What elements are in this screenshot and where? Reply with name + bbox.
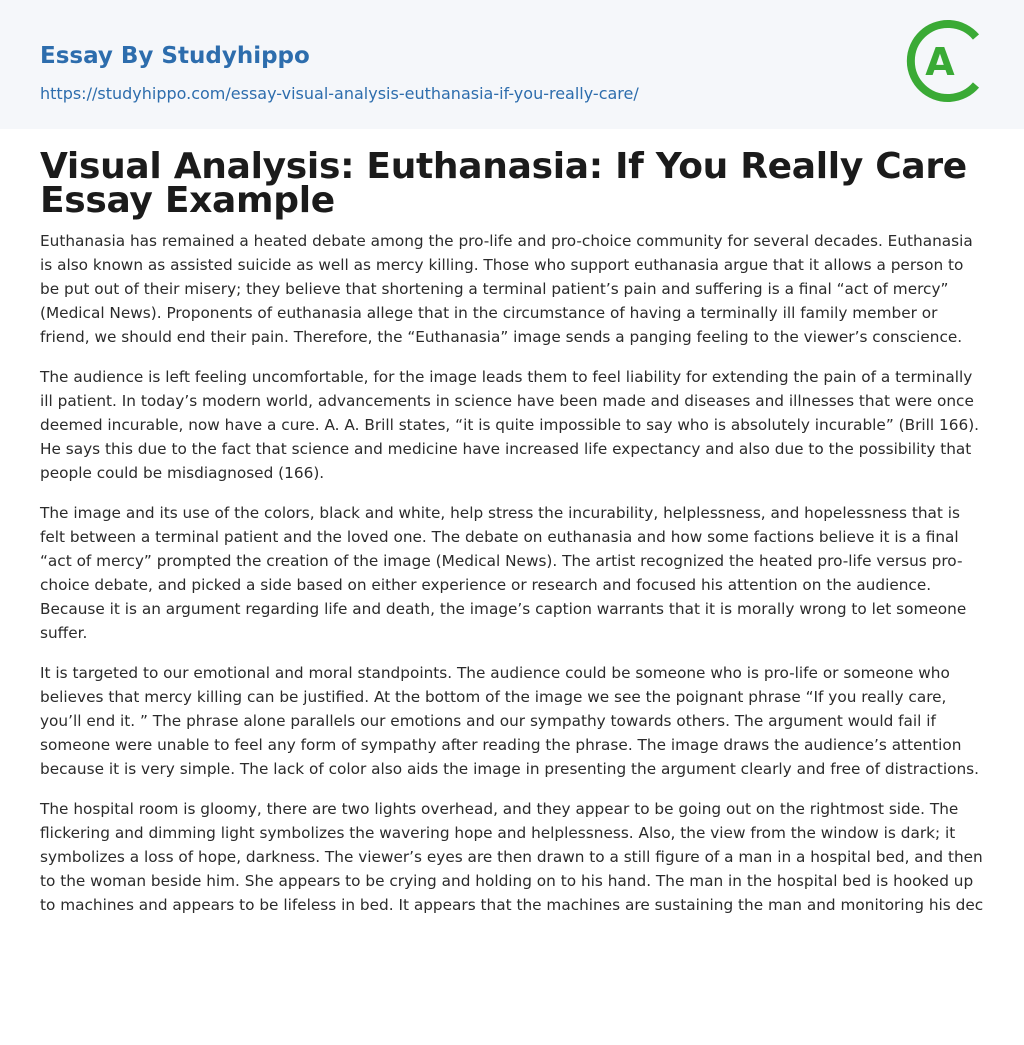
paragraph: It is targeted to our emotional and moral standpoints. The audience could be someone who is pro-life or someone who believes that mercy killing can be justified. At the bottom of the image we see the poignant phrase “If you really care, you’ll end it. ” The phrase alone parallels our emotions and our sympathy towards others. The argument would fail if someone were unable to feel any form of sympathy after reading the phrase. The image draws the audience’s attention because it is very simple. The lack of color also aids the image in presenting the argument clearly and free of distractions. (40, 664, 979, 778)
paragraph: The hospital room is gloomy, there are two lights overhead, and they appear to be going out on the rightmost side. The flickering and dimming light symbolizes the wavering hope and helplessness. Also, the view from the window is dark; it symbolizes a loss of hope, darkness. The viewer’s eyes are then drawn to a still figure of a man in a hospital bed, and then to the woman beside him. She appears to be crying and holding on to his hand. The man in the hospital bed is hooked up to machines and appears to be lifeless in bed. It appears that the machines are sustaining the man and monitoring his dec (40, 800, 984, 914)
paragraph: The image and its use of the colors, black and white, help stress the incurability, helplessness, and hopelessness that is felt between a terminal patient and the loved one. The debate on euthanasia and how some factions believe it is a final “act of mercy” prompted the creation of the image (Medical News). The artist recognized the heated pro-life versus pro-choice debate, and picked a side based on either experience or research and focused his attention on the audience. Because it is an argument regarding life and death, the image’s caption warrants that it is morally wrong to let someone suffer. (40, 504, 967, 642)
article-title: Visual Analysis: Euthanasia: If You Really Care Essay Example (40, 146, 967, 221)
paragraph: Euthanasia has remained a heated debate among the pro-life and pro-choice community for several decades. Euthanasia is also known as assisted suicide as well as mercy killing. Those who support euthanasia argue that it allows a person to be put out of their misery; they believe that shortening a terminal patient’s pain and suffering is a final “act of mercy” (Medical News). Proponents of euthanasia allege that in the circumstance of having a terminally ill family member or friend, we should end their pain. Therefore, the “Euthanasia” image sends a panging feeling to the viewer’s conscience. (40, 232, 973, 346)
article-body (40, 229, 986, 933)
paragraph: The audience is left feeling uncomfortable, for the image leads them to feel liability for extending the pain of a terminally ill patient. In today’s modern world, advancements in science have been made and diseases and illnesses that were once deemed incurable, now have a cure. A. A. Brill states, “it is quite impossible to say who is absolutely incurable” (Brill 166). He says this due to the fact that science and medicine have increased life expectancy and also due to the possibility that people could be misdiagnosed (166). (40, 368, 980, 482)
site-header (0, 0, 1024, 129)
source-url-link[interactable]: https://studyhippo.com/essay-visual-analysis-euthanasia-if-you-really-care/ (40, 84, 639, 103)
logo-letter: A (925, 40, 955, 84)
studyhippo-logo-icon[interactable] (904, 17, 992, 105)
site-name[interactable]: Essay By Studyhippo (40, 43, 310, 69)
